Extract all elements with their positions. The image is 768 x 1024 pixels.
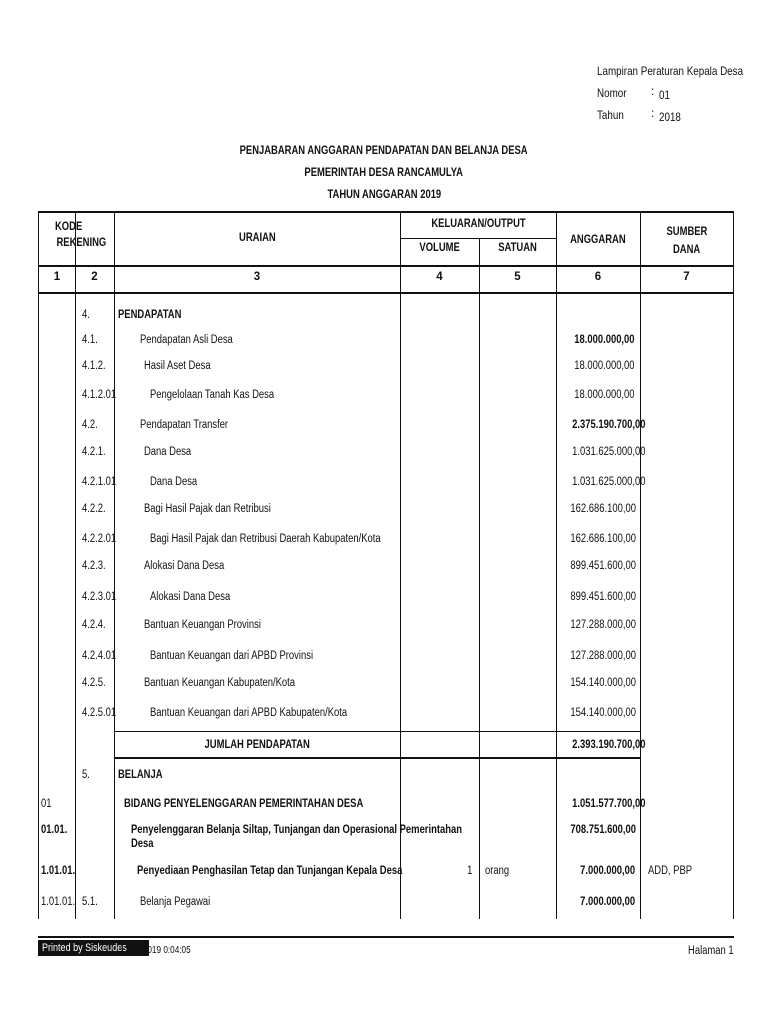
- row-anggaran: 18.000.000,00: [574, 360, 635, 372]
- row-code2-cell: [82, 559, 115, 573]
- row-sumber-cell: [648, 649, 732, 663]
- row-description: Belanja Pegawai: [140, 896, 211, 908]
- row-desc-cell: [118, 308, 398, 322]
- row-code1-cell: [41, 864, 75, 878]
- row-satuan-cell: [485, 864, 555, 878]
- row-code2-cell: [82, 797, 115, 811]
- row-sumber-cell: [648, 418, 732, 432]
- colnum-2: 2: [91, 271, 98, 283]
- row-code1-cell: [41, 359, 75, 373]
- row-code2: 4.2.3.: [82, 560, 106, 572]
- row-sumber-cell: [648, 502, 732, 516]
- row-sumber-cell: [648, 388, 732, 402]
- row-sumber-cell: [648, 532, 732, 546]
- row-anggaran: 899.451.600,00: [570, 560, 636, 572]
- header-volume: VOLUME: [419, 242, 460, 254]
- row-code2: 4.: [82, 309, 90, 321]
- row-code2-cell: [82, 502, 115, 516]
- row-code2-cell: [82, 738, 115, 752]
- row-code2: 4.2.1.: [82, 446, 106, 458]
- row-code2: 4.2.4.: [82, 619, 106, 631]
- row-code1-cell: [41, 706, 75, 720]
- row-volume-cell: [400, 445, 472, 459]
- row-anggaran-cell: [556, 308, 635, 322]
- header-kode-rekening: [39, 221, 107, 249]
- row-sumber-cell: [648, 445, 732, 459]
- row-code1-cell: [41, 618, 75, 632]
- row-anggaran-cell: [556, 706, 635, 720]
- row-anggaran: 162.686.100,00: [570, 503, 636, 515]
- row-description: BELANJA: [118, 769, 163, 781]
- row-code2: 4.2.2.: [82, 503, 106, 515]
- col-divider-6: [640, 213, 641, 919]
- row-description: Pendapatan Transfer: [140, 419, 229, 431]
- row-anggaran: 2.375.190.700,00: [572, 419, 646, 431]
- row-code1-cell: [41, 475, 75, 489]
- row-desc-cell: [140, 333, 420, 347]
- header-bottom-line: [39, 265, 733, 267]
- row-description: Alokasi Dana Desa: [150, 591, 231, 603]
- row-code1: 1.01.01.: [41, 896, 76, 908]
- row-anggaran: 899.451.600,00: [570, 591, 636, 603]
- row-satuan-cell: [485, 676, 555, 690]
- row-satuan-cell: [485, 590, 555, 604]
- row-sumber-cell: [648, 864, 732, 878]
- row-code1: 1.01.01.: [41, 865, 76, 877]
- row-volume-cell: [400, 823, 472, 837]
- row-sumber-cell: [648, 706, 732, 720]
- row-sumber-cell: [648, 590, 732, 604]
- row-volume-cell: [400, 768, 472, 782]
- row-desc-cell: [144, 445, 424, 459]
- row-sumber-cell: [648, 359, 732, 373]
- row-code2-cell: [82, 823, 115, 837]
- row-code2: 4.1.: [82, 334, 98, 346]
- colnum-6: 6: [594, 271, 602, 283]
- row-volume-cell: [400, 864, 472, 878]
- row-code2-cell: [82, 475, 115, 489]
- row-anggaran: 18.000.000,00: [574, 334, 635, 346]
- row-desc-cell: [114, 738, 400, 752]
- row-anggaran: 154.140.000,00: [570, 677, 636, 689]
- row-code2-cell: [82, 618, 115, 632]
- row-desc-cell: [118, 768, 398, 782]
- row-code2: 4.2.2.01: [82, 533, 117, 545]
- row-anggaran-cell: [556, 418, 646, 432]
- row-desc-cell: [150, 388, 430, 402]
- row-code1: 01.01.: [41, 824, 68, 836]
- row-sumber-cell: [648, 618, 732, 632]
- row-volume-cell: [400, 532, 472, 546]
- row-code2-cell: [82, 333, 115, 347]
- row-description: Dana Desa: [144, 446, 192, 458]
- row-anggaran: 1.031.625.000,00: [572, 476, 646, 488]
- title-line-2: PEMERINTAH DESA RANCAMULYA: [304, 167, 464, 179]
- col-divider-4: [479, 239, 480, 919]
- row-sumber-cell: [648, 823, 732, 837]
- row-satuan-cell: [485, 823, 555, 837]
- row-description: Hasil Aset Desa: [144, 360, 211, 372]
- row-code1-cell: [41, 308, 75, 322]
- row-code2-cell: [82, 768, 115, 782]
- row-code2-cell: [82, 864, 115, 878]
- title-line-1: PENJABARAN ANGGARAN PENDAPATAN DAN BELANJA DESA: [239, 145, 528, 157]
- row-desc-cell: [150, 475, 430, 489]
- row-satuan-cell: [485, 738, 555, 752]
- header-anggaran: ANGGARAN: [570, 234, 626, 246]
- jumlah-top-line: [114, 731, 640, 732]
- nomor-label: Nomor: [597, 86, 627, 100]
- row-volume-cell: [400, 706, 472, 720]
- row-code2-cell: [82, 418, 115, 432]
- row-description: Bagi Hasil Pajak dan Retribusi Daerah Kabupaten/Kota: [150, 533, 381, 545]
- colnum-7: 7: [683, 271, 690, 283]
- row-satuan-cell: [485, 768, 555, 782]
- row-anggaran-cell: [556, 649, 635, 663]
- row-desc-cell: [150, 706, 430, 720]
- header-dana: DANA: [672, 244, 701, 256]
- row-code1-cell: [41, 418, 75, 432]
- row-volume-cell: [400, 418, 472, 432]
- row-desc-cell: [144, 676, 424, 690]
- row-volume-cell: [400, 475, 472, 489]
- reference-title: Lampiran Peraturan Kepala Desa: [597, 64, 744, 78]
- row-code2: 4.2.4.01: [82, 650, 117, 662]
- row-code1-cell: [41, 388, 75, 402]
- nomor-colon: :: [651, 84, 655, 98]
- row-anggaran: 154.140.000,00: [570, 707, 636, 719]
- row-description: Penyelenggaran Belanja Siltap, Tunjangan dan Operasional Pemerintahan: [131, 824, 463, 836]
- row-description: Pendapatan Asli Desa: [140, 334, 233, 346]
- row-satuan-cell: [485, 359, 555, 373]
- row-code2: 5.: [82, 769, 90, 781]
- row-description: JUMLAH PENDAPATAN: [204, 739, 310, 751]
- row-anggaran-cell: [556, 618, 635, 632]
- row-anggaran-cell: [556, 359, 635, 373]
- row-volume-cell: [400, 618, 472, 632]
- row-volume-cell: [400, 308, 472, 322]
- row-anggaran-cell: [556, 559, 635, 573]
- row-anggaran: 708.751.600,00: [570, 824, 636, 836]
- row-satuan-cell: [485, 388, 555, 402]
- row-anggaran-cell: [556, 797, 646, 811]
- row-desc-cell: [144, 359, 424, 373]
- row-volume-cell: [400, 797, 472, 811]
- row-code2-cell: [82, 649, 115, 663]
- row-desc-cell: [137, 864, 417, 878]
- row-description: PENDAPATAN: [118, 309, 182, 321]
- tahun-colon: :: [651, 106, 655, 120]
- row-code1-cell: [41, 445, 75, 459]
- row-anggaran: 18.000.000,00: [574, 389, 635, 401]
- row-sumber-cell: [648, 768, 732, 782]
- page-footer: [38, 936, 734, 966]
- row-desc-cell: [144, 618, 424, 632]
- row-satuan-cell: [485, 502, 555, 516]
- row-volume-cell: [400, 649, 472, 663]
- row-anggaran-cell: [556, 333, 635, 347]
- row-desc-cell: [140, 895, 420, 909]
- row-anggaran: 7.000.000,00: [579, 896, 635, 908]
- row-satuan-cell: [485, 559, 555, 573]
- row-anggaran: 127.288.000,00: [570, 650, 636, 662]
- row-anggaran: 7.000.000,00: [579, 865, 635, 877]
- row-sumber-cell: [648, 308, 732, 322]
- row-description: Bantuan Keuangan Provinsi: [144, 619, 261, 631]
- row-volume-cell: [400, 738, 472, 752]
- row-volume-cell: [400, 590, 472, 604]
- row-description: Bantuan Keuangan Kabupaten/Kota: [144, 677, 296, 689]
- row-desc-cell: [150, 532, 430, 546]
- row-code1-cell: [41, 738, 75, 752]
- keluaran-underline: [400, 238, 556, 239]
- row-code1-cell: [41, 333, 75, 347]
- nomor-value: 01: [659, 88, 670, 102]
- colnum-bottom-line: [39, 292, 733, 294]
- row-code1: 01: [41, 798, 52, 810]
- row-code1-cell: [41, 532, 75, 546]
- row-anggaran: 162.686.100,00: [570, 533, 636, 545]
- row-sumber-cell: [648, 895, 732, 909]
- row-code1-cell: [41, 649, 75, 663]
- row-code1-cell: [41, 559, 75, 573]
- page-number: Halaman 1: [688, 945, 734, 957]
- row-satuan-cell: [485, 618, 555, 632]
- row-sumber-cell: [648, 738, 732, 752]
- tahun-value: 2018: [659, 110, 681, 124]
- row-volume-cell: [400, 676, 472, 690]
- row-code2-cell: [82, 706, 115, 720]
- row-desc-cell: [140, 418, 420, 432]
- row-description: Penyediaan Penghasilan Tetap dan Tunjangan Kepala Desa: [137, 865, 403, 877]
- row-satuan: orang: [485, 865, 510, 877]
- row-desc-cell: [131, 823, 463, 851]
- row-description: Bantuan Keuangan dari APBD Provinsi: [150, 650, 314, 662]
- row-satuan-cell: [485, 475, 555, 489]
- row-volume-cell: [400, 359, 472, 373]
- colnum-1: 1: [53, 271, 61, 283]
- row-code2: 4.1.2.01: [82, 389, 117, 401]
- row-sumber-cell: [648, 475, 732, 489]
- row-code1-cell: [41, 502, 75, 516]
- row-desc-cell: [144, 502, 424, 516]
- row-description: BIDANG PENYELENGGARAN PEMERINTAHAN DESA: [124, 798, 364, 810]
- row-code1-cell: [41, 797, 75, 811]
- row-satuan-cell: [485, 418, 555, 432]
- row-anggaran: 127.288.000,00: [570, 619, 636, 631]
- row-anggaran: 1.031.625.000,00: [572, 446, 646, 458]
- jumlah-bottom-line: [114, 757, 640, 759]
- col-divider-1: [75, 213, 76, 919]
- row-sumber: ADD, PBP: [648, 865, 693, 877]
- header-satuan: SATUAN: [498, 242, 537, 254]
- row-code1-cell: [41, 676, 75, 690]
- header-keluaran: KELUARAN/OUTPUT: [430, 218, 526, 230]
- row-code2: 4.2.3.01: [82, 591, 117, 603]
- row-description-cont: Desa: [131, 838, 154, 850]
- row-volume-cell: [400, 559, 472, 573]
- row-code1-cell: [41, 768, 75, 782]
- row-satuan-cell: [485, 797, 555, 811]
- row-volume-cell: [400, 333, 472, 347]
- row-anggaran-cell: [556, 895, 635, 909]
- row-anggaran-cell: [556, 502, 635, 516]
- row-description: Bantuan Keuangan dari APBD Kabupaten/Kota: [150, 707, 348, 719]
- row-satuan-cell: [485, 532, 555, 546]
- row-volume-cell: [400, 895, 472, 909]
- row-volume-cell: [400, 502, 472, 516]
- row-sumber-cell: [648, 676, 732, 690]
- row-anggaran: 2.393.190.700,00: [572, 739, 646, 751]
- row-desc-cell: [144, 559, 424, 573]
- row-satuan-cell: [485, 333, 555, 347]
- document-titles: [0, 140, 768, 206]
- row-code1-cell: [41, 590, 75, 604]
- row-anggaran-cell: [556, 676, 635, 690]
- colnum-3: 3: [253, 271, 261, 283]
- row-anggaran: 1.051.577.700,00: [572, 798, 646, 810]
- row-anggaran-cell: [556, 768, 635, 782]
- title-line-3: TAHUN ANGGARAN 2019: [327, 189, 441, 201]
- row-satuan-cell: [485, 445, 555, 459]
- row-code2-cell: [82, 445, 115, 459]
- row-anggaran-cell: [556, 388, 635, 402]
- row-code2: 4.1.2.: [82, 360, 106, 372]
- tahun-label: Tahun: [597, 108, 624, 122]
- row-volume: 1: [466, 865, 472, 877]
- row-satuan-cell: [485, 706, 555, 720]
- row-code2-cell: [82, 895, 115, 909]
- row-description: Pengelolaan Tanah Kas Desa: [150, 389, 275, 401]
- row-anggaran-cell: [556, 590, 635, 604]
- row-anggaran-cell: [556, 823, 635, 837]
- header-sumber: SUMBER: [666, 226, 707, 238]
- row-satuan-cell: [485, 308, 555, 322]
- row-code2: 4.2.5.01: [82, 707, 117, 719]
- row-anggaran-cell: [556, 445, 646, 459]
- row-code2-cell: [82, 359, 115, 373]
- row-anggaran-cell: [556, 738, 646, 752]
- colnum-4: 4: [436, 271, 443, 283]
- row-anggaran-cell: [556, 532, 635, 546]
- row-code2-cell: [82, 308, 115, 322]
- row-volume-cell: [400, 388, 472, 402]
- row-code2: 4.2.1.01: [82, 476, 117, 488]
- row-desc-cell: [150, 590, 430, 604]
- row-description: Alokasi Dana Desa: [144, 560, 225, 572]
- row-satuan-cell: [485, 895, 555, 909]
- row-code2: 5.1.: [82, 896, 98, 908]
- row-code1-cell: [41, 823, 75, 837]
- row-description: Bagi Hasil Pajak dan Retribusi: [144, 503, 271, 515]
- row-code2-cell: [82, 532, 115, 546]
- row-sumber-cell: [648, 559, 732, 573]
- printed-datetime: 12/07/2019 0:04:05: [120, 945, 191, 956]
- header-kode: KODE: [55, 221, 83, 233]
- row-code2-cell: [82, 388, 115, 402]
- row-sumber-cell: [648, 333, 732, 347]
- header-uraian: URAIAN: [238, 232, 276, 244]
- reference-block: [597, 60, 768, 126]
- header-rekening: REKENING: [56, 237, 107, 249]
- row-desc-cell: [124, 797, 404, 811]
- row-anggaran-cell: [556, 475, 646, 489]
- colnum-5: 5: [514, 271, 521, 283]
- row-anggaran-cell: [556, 864, 635, 878]
- row-code1-cell: [41, 895, 75, 909]
- row-description: Dana Desa: [150, 476, 198, 488]
- row-code2-cell: [82, 590, 115, 604]
- row-sumber-cell: [648, 797, 732, 811]
- printed-by-text: Printed by Siskeudes: [42, 942, 127, 954]
- budget-table: [38, 211, 734, 919]
- row-code2: 4.2.5.: [82, 677, 106, 689]
- row-code2-cell: [82, 676, 115, 690]
- row-code2: 4.2.: [82, 419, 98, 431]
- row-desc-cell: [150, 649, 430, 663]
- row-satuan-cell: [485, 649, 555, 663]
